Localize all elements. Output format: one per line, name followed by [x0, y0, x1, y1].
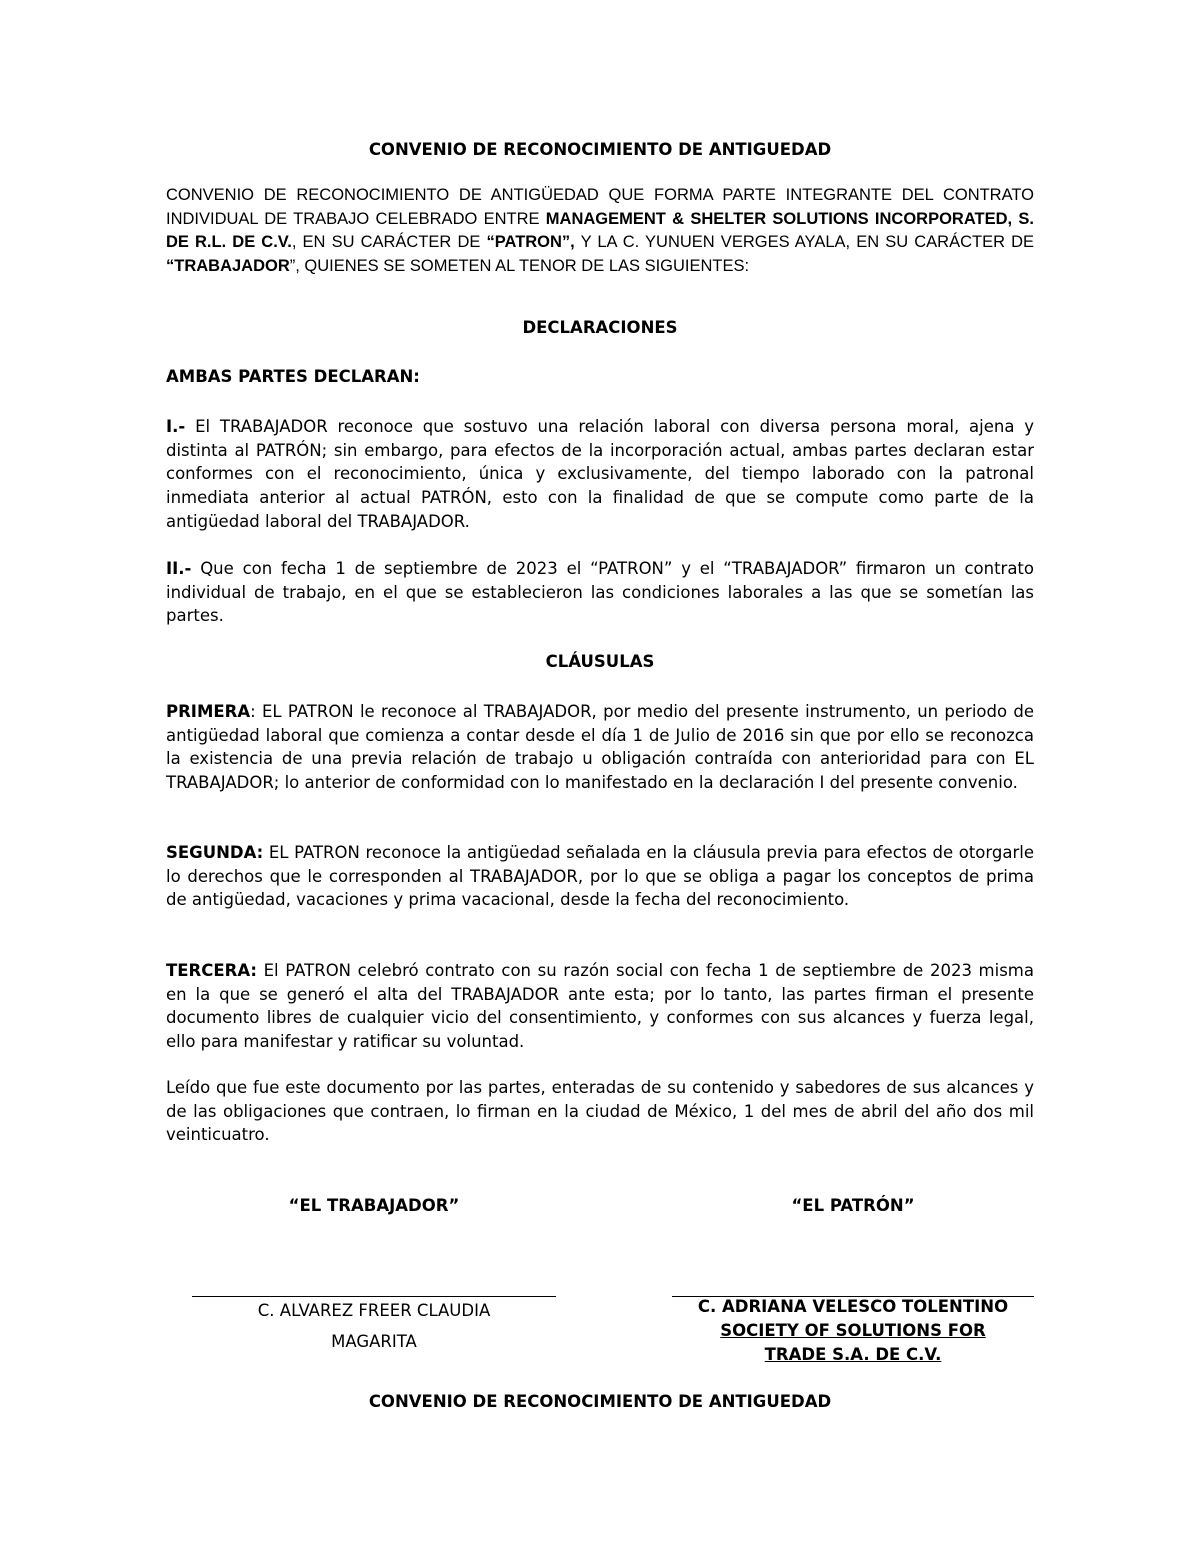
footer-title: CONVENIO DE RECONOCIMIENTO DE ANTIGUEDAD: [368, 1392, 832, 1411]
ambas-partes-heading: AMBAS PARTES DECLARAN:: [166, 367, 420, 386]
intro-text-4: ”, QUIENES SE SOMETEN AL TENOR DE LAS SIGUIENTES:: [289, 256, 750, 275]
patron-company-line-2: [672, 1343, 1034, 1367]
declaracion-1-text: El TRABAJADOR reconoce que sostuvo una relación laboral con diversa persona moral, ajena y distinta al PATRÓN; sin embargo, para efectos de la incorporación actual, ambas partes declaran estar conformes con el reconocimiento, única y exclusivamente, del tiempo laborado con la patronal inmediata anterior al actual PATRÓN, esto con la finalidad de que se compute como parte de la antigüedad laboral del TRABAJADOR.: [166, 417, 1034, 531]
patron-label: “PATRON”,: [486, 233, 575, 251]
declaracion-2-label: II.-: [166, 559, 192, 578]
declaracion-1: [166, 415, 1034, 534]
patron-signature-role: “EL PATRÓN”: [791, 1196, 915, 1215]
clausula-tercera: [166, 959, 1034, 1054]
patron-company-text-2: TRADE S.A. DE C.V.: [764, 1345, 942, 1364]
clausulas-heading: CLÁUSULAS: [545, 652, 655, 671]
primera-text: : EL PATRON le reconoce al TRABAJADOR, por medio del presente instrumento, un periodo de antigüedad laboral que comienza a contar desde el día 1 de Julio de 2016 sin que por ello se reconozca la existencia de una previa relación de trabajo u obligación contraída con anterioridad para con EL TRABAJADOR; lo anterior de conformidad con lo manifestado en la declaración I del presente convenio.: [166, 702, 1034, 793]
patron-company-line-1: [672, 1319, 1034, 1343]
trabajador-signature-role: “EL TRABAJADOR”: [288, 1196, 460, 1215]
declaracion-2-text: Que con fecha 1 de septiembre de 2023 el “PATRON” y el “TRABAJADOR” firmaron un contrato individual de trabajo, en el que se establecieron las condiciones laborales a las que se sometían las partes.: [166, 559, 1034, 626]
clausula-primera: [166, 700, 1034, 795]
document-title: CONVENIO DE RECONOCIMIENTO DE ANTIGUEDAD: [368, 140, 832, 159]
intro-text-3: Y LA C. YUNUEN VERGES AYALA, EN SU CARÁCTER DE: [574, 233, 1034, 251]
tercera-label: TERCERA:: [166, 961, 257, 980]
intro-text-1: CONVENIO DE RECONOCIMIENTO DE ANTIGÜEDAD QUE FORMA PARTE INTEGRANTE DEL CONTRATO INDIVIDUAL DE TRABAJO CELEBRADO ENTRE: [166, 186, 1034, 228]
tercera-text: El PATRON celebró contrato con su razón social con fecha 1 de septiembre de 2023 misma en la que se generó el alta del TRABAJADOR ante esta; por lo tanto, las partes firman el presente documento libres de cualquier vicio del consentimiento, y conformes con sus alcances y fuerza legal, ello para manifestar y ratificar su voluntad.: [166, 961, 1034, 1052]
intro-text-2: , EN SU CARÁCTER DE: [291, 233, 487, 251]
patron-company-text-1: SOCIETY OF SOLUTIONS FOR: [720, 1321, 986, 1340]
patron-name: C. ADRIANA VELESCO TOLENTINO: [697, 1297, 1009, 1316]
declaracion-1-label: I.-: [166, 417, 186, 436]
intro-paragraph: [166, 184, 1034, 278]
trabajador-label: “TRABAJADOR: [166, 256, 290, 275]
declaraciones-heading: DECLARACIONES: [522, 318, 678, 337]
primera-label: PRIMERA: [166, 702, 251, 721]
closing-paragraph: Leído que fue este documento por las partes, enteradas de su contenido y sabedores de sus alcances y de las obligaciones que contraen, lo firman en la ciudad de México, 1 del mes de abril del año dos mil veinticuatro.: [166, 1078, 1034, 1145]
segunda-label: SEGUNDA:: [166, 843, 264, 862]
segunda-text: EL PATRON reconoce la antigüedad señalada en la cláusula previa para efectos de otorgarle lo derechos que le corresponden al TRABAJADOR, por lo que se obliga a pagar los conceptos de prima de antigüedad, vacaciones y prima vacacional, desde la fecha del reconocimiento.: [166, 843, 1034, 910]
clausula-segunda: [166, 841, 1034, 912]
company-name: MANAGEMENT & SHELTER SOLUTIONS INCORPORATED, S. DE R.L. DE C.V.: [166, 209, 1034, 251]
declaracion-2: [166, 557, 1034, 628]
trabajador-name-line-2: MAGARITA: [331, 1332, 417, 1351]
trabajador-name-line-1: C. ALVAREZ FREER CLAUDIA: [257, 1301, 491, 1320]
